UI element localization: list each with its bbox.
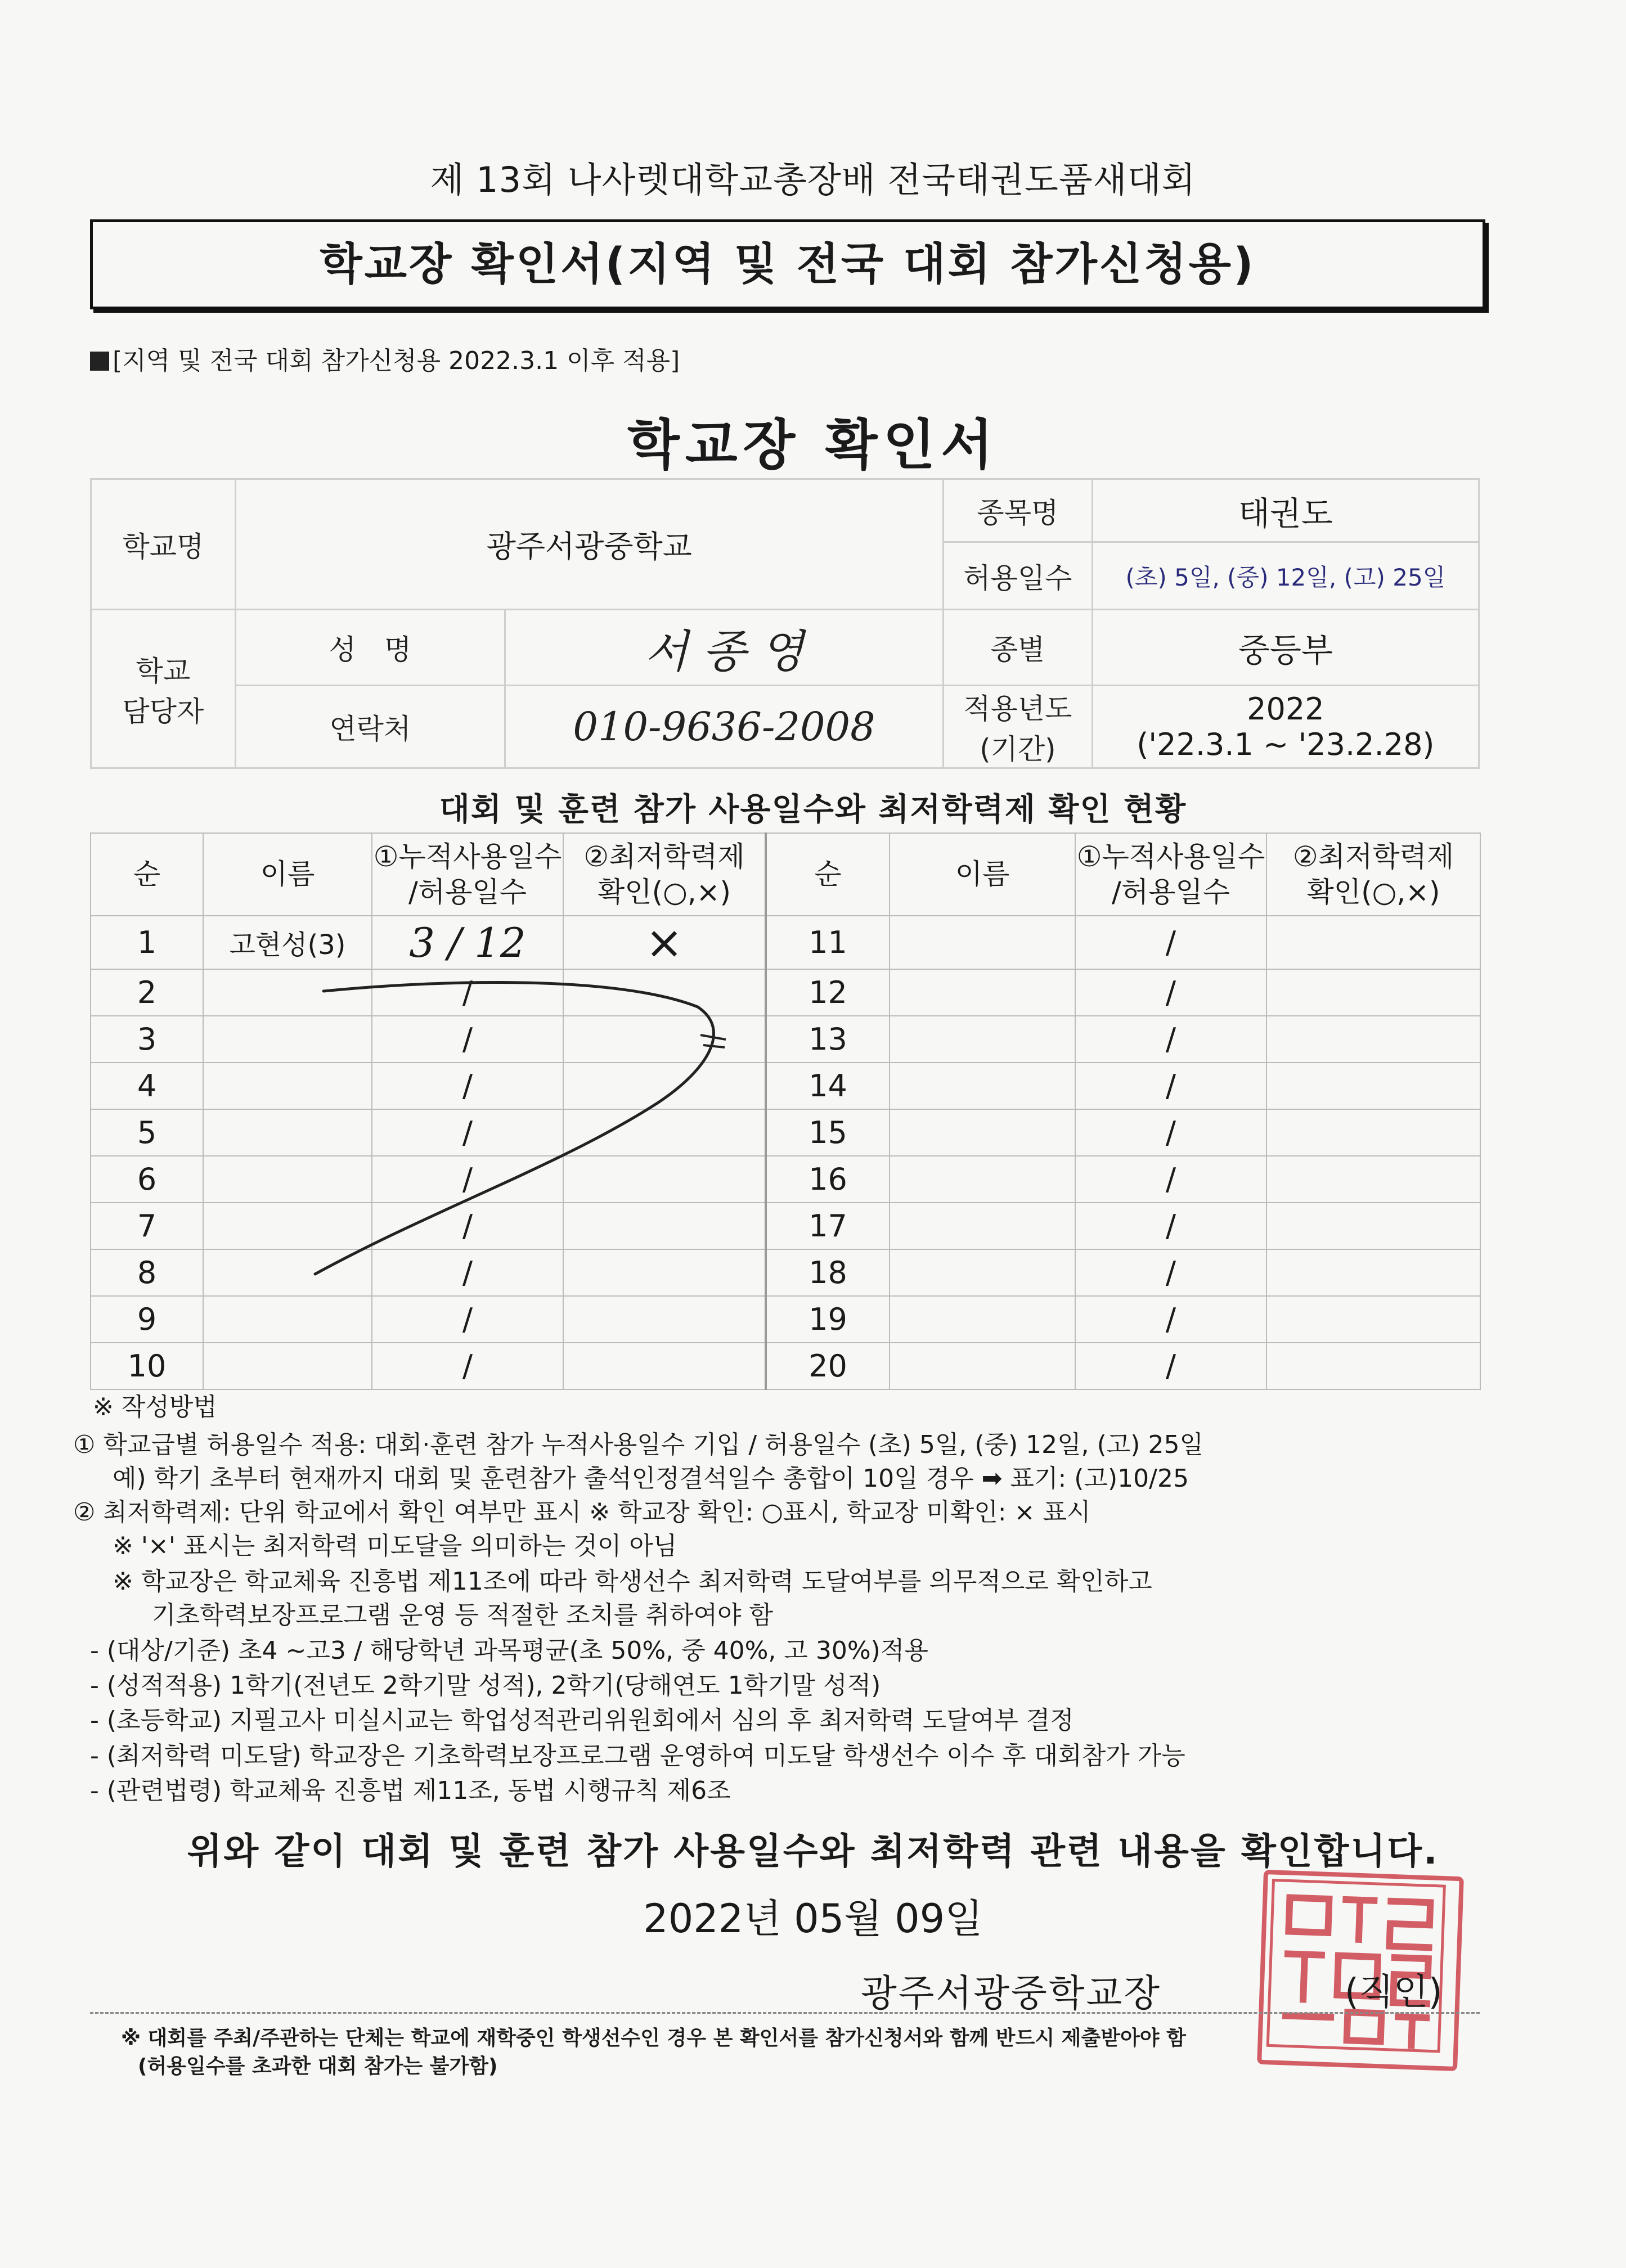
row-days: /: [372, 1016, 563, 1063]
header-min-line1: ②최저학력제: [583, 840, 745, 873]
seal-label: (직인): [1345, 1972, 1443, 2013]
row-no: 5: [91, 1109, 203, 1156]
confirmation-statement: 위와 같이 대회 및 훈련 참가 사용일수와 최저학력 관련 내용을 확인합니다.: [187, 1831, 1439, 1873]
row-no: 3: [91, 1016, 203, 1063]
manager-label-line1: 학교: [136, 654, 191, 687]
row-no-right: 12: [766, 969, 890, 1016]
sport-value: 태권도: [1092, 479, 1479, 542]
manager-label-line2: 담당자: [122, 695, 204, 728]
row-days: /: [372, 1203, 563, 1249]
row-no-right: 13: [766, 1016, 890, 1063]
row-no-right: 15: [766, 1109, 890, 1156]
guide-line-6: 기초학력보장프로그램 운영 등 적절한 조치를 취하여야 함: [152, 1601, 774, 1630]
guide-line-10: - (최저학력 미도달) 학교장은 기초학력보장프로그램 운영하여 미도달 학생선수 이수 후 대회참가 가능: [90, 1742, 1185, 1770]
guide-heading: ※ 작성방법: [93, 1393, 217, 1421]
row-no-right: 19: [766, 1296, 890, 1343]
event-title: 제 13회 나사렛대학교총장배 전국태권도품새대회: [430, 159, 1196, 200]
guide-line-1: ① 학교급별 허용일수 적용: 대회·훈련 참가 누적사용일수 기입 / 허용일수 (초) 5일, (중) 12일, (고) 25일: [73, 1430, 1203, 1459]
row-days-right: /: [1075, 1249, 1266, 1296]
year-value-line1: 2022: [1247, 691, 1324, 727]
issue-date: 2022년 05월 09일: [643, 1896, 983, 1942]
box-title: 학교장 확인서(지역 및 전국 대회 참가신청용): [320, 239, 1256, 290]
row-min: ×: [563, 916, 766, 969]
row-no-right: 18: [766, 1249, 890, 1296]
header-days-line1: ①누적사용일수: [373, 840, 562, 873]
row-days: /: [372, 969, 563, 1016]
row-no: 10: [91, 1343, 203, 1389]
row-days-right: /: [1075, 969, 1266, 1016]
contact-handwritten: 010-9636-2008: [505, 686, 944, 768]
contact-label: 연락처: [235, 686, 505, 768]
header-name-right: 이름: [890, 833, 1075, 916]
header-min-right-line2: 확인(○,×): [1306, 875, 1440, 908]
header-min-line2: 확인(○,×): [597, 875, 731, 908]
year-value-line2: ('22.3.1 ~ '23.2.28): [1137, 727, 1435, 762]
guide-line-3: ② 최저학력제: 단위 학교에서 확인 여부만 표시 ※ 학교장 확인: ○표시, 학교장 미확인: × 표시: [73, 1498, 1091, 1527]
row-days: /: [372, 1063, 563, 1109]
row-days-right: /: [1075, 1156, 1266, 1203]
row-days-right: /: [1075, 1203, 1266, 1249]
name-label: 성 명: [235, 610, 505, 686]
class-value: 중등부: [1092, 610, 1479, 686]
row-no-right: 14: [766, 1063, 890, 1109]
manager-name-handwritten: 서 종 영: [505, 610, 944, 686]
signer-title: 광주서광중학교장: [861, 1972, 1162, 2015]
school-name-value: 광주서광중학교: [235, 479, 943, 610]
row-days-right: /: [1075, 1109, 1266, 1156]
row-days: /: [372, 1249, 563, 1296]
row-days-right: /: [1075, 1016, 1266, 1063]
year-label-line2: (기간): [980, 733, 1056, 766]
row-days: /: [372, 1156, 563, 1203]
row-no: 4: [91, 1063, 203, 1109]
school-name-label: 학교명: [91, 479, 236, 610]
guide-line-5: ※ 학교장은 학교체육 진흥법 제11조에 따라 학생선수 최저학력 도달여부를 의무적으로 확인하고: [113, 1567, 1152, 1596]
guide-line-11: - (관련법령) 학교체육 진흥법 제11조, 동법 시행규칙 제6조: [90, 1776, 731, 1805]
header-no: 순: [91, 833, 203, 916]
row-days: /: [372, 1109, 563, 1156]
row-days: /: [372, 1296, 563, 1343]
year-label-line1: 적용년도: [963, 692, 1072, 725]
row-name: 고현성(3): [203, 916, 372, 969]
row-no-right: 20: [766, 1343, 890, 1389]
allowed-days-value: (초) 5일, (중) 12일, (고) 25일: [1092, 542, 1479, 610]
notice-top-text: [지역 및 전국 대회 참가신청용 2022.3.1 이후 적용]: [113, 346, 680, 375]
row-no-right: 11: [766, 916, 890, 969]
sport-label: 종목명: [944, 479, 1093, 542]
footer-note-1: ※ 대회를 주최/주관하는 단체는 학교에 재학중인 학생선수인 경우 본 확인서를 참가신청서와 함께 반드시 제출받아야 함: [121, 2027, 1186, 2050]
document-title: 학교장 확인서: [627, 413, 999, 476]
row-no: 9: [91, 1296, 203, 1343]
guide-line-7: - (대상/기준) 초4 ~고3 / 해당학년 과목평균(초 50%, 중 40%, 고 30%)적용: [90, 1636, 928, 1665]
header-min-right-line1: ②최저학력제: [1292, 840, 1454, 873]
row-no-right: 17: [766, 1203, 890, 1249]
guide-line-4: ※ '×' 표시는 최저학력 미도달을 의미하는 것이 아님: [113, 1532, 677, 1560]
row-no: 7: [91, 1203, 203, 1249]
header-no-right: 순: [766, 833, 890, 916]
footer-note-2: (허용일수를 초과한 대회 참가는 불가함): [138, 2055, 498, 2078]
guide-line-2: 예) 학기 초부터 현재까지 대회 및 훈련참가 출석인정결석일수 총합이 10일 경우 ➡ 표기: (고)10/25: [113, 1464, 1189, 1493]
row-no: 2: [91, 969, 203, 1016]
allowed-days-label: 허용일수: [944, 542, 1093, 610]
header-days-line2: /허용일수: [408, 875, 527, 908]
row-no: 1: [91, 916, 203, 969]
row-days-right: /: [1075, 1296, 1266, 1343]
header-days-right-line2: /허용일수: [1111, 875, 1230, 908]
row-no-right: 16: [766, 1156, 890, 1203]
class-label: 종별: [944, 610, 1093, 686]
footer-divider: [90, 2012, 1480, 2014]
header-name: 이름: [203, 833, 372, 916]
row-days-right: /: [1075, 1343, 1266, 1389]
row-days-right: /: [1075, 916, 1266, 969]
header-days-right-line1: ①누적사용일수: [1076, 840, 1265, 873]
guide-line-9: - (초등학교) 지필고사 미실시교는 학업성적관리위원회에서 심의 후 최저학력 도달여부 결정: [90, 1706, 1074, 1735]
guide-line-8: - (성적적용) 1학기(전년도 2학기말 성적), 2학기(당해연도 1학기말 성적): [90, 1671, 881, 1700]
row-no: 6: [91, 1156, 203, 1203]
row-days: 3 / 12: [372, 916, 563, 969]
row-no: 8: [91, 1249, 203, 1296]
row-days: /: [372, 1343, 563, 1389]
row-days-right: /: [1075, 1063, 1266, 1109]
table-title: 대회 및 훈련 참가 사용일수와 최저학력제 확인 현황: [439, 791, 1187, 828]
